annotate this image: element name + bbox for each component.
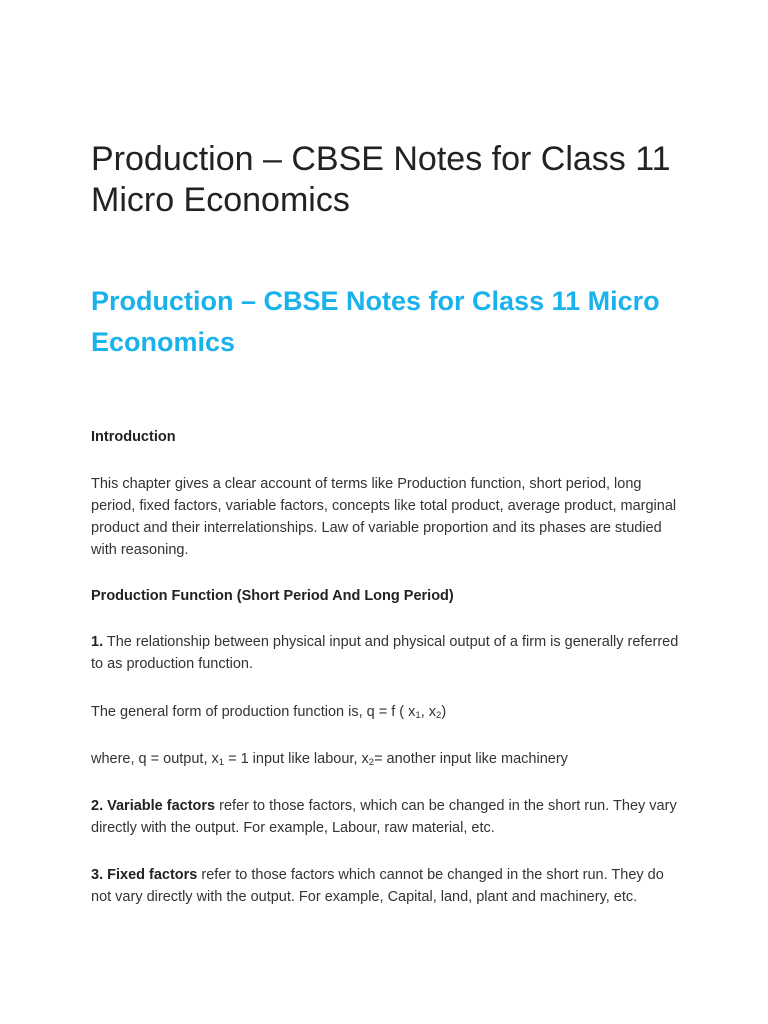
subscript-1: 1: [218, 757, 225, 768]
where-line: [91, 748, 681, 770]
point-2-text: refer to those factors, which can be changed in the short run. They vary directly with the output. For example, Labour, raw material, etc.: [91, 798, 677, 836]
subscript-2: 2: [436, 710, 442, 721]
subscript-2: 2: [368, 757, 375, 768]
production-function-heading: Production Function (Short Period And Long Period): [91, 588, 454, 604]
where-prefix: where, q = output, x: [91, 751, 219, 767]
point-1-paragraph: [91, 631, 681, 675]
where-suffix: = another input like machinery: [374, 751, 568, 767]
point-3-lead: 3. Fixed factors: [91, 867, 198, 883]
point-1-number: 1.: [91, 634, 104, 650]
where-middle: = 1 input like labour, x: [224, 751, 369, 767]
general-form-middle: , x: [420, 704, 437, 720]
general-form-suffix: ): [441, 704, 447, 720]
general-form-line: [91, 701, 681, 723]
section-heading: Production – CBSE Notes for Class 11 Micro Economics: [91, 286, 660, 357]
introduction-heading: Introduction: [91, 429, 176, 445]
point-2-paragraph: [91, 795, 681, 839]
introduction-paragraph: This chapter gives a clear account of terms like Production function, short period, long period, fixed factors, variable factors, concepts like total product, average product, marginal product and their interrelationships. Law of variable proportion and its phases are studied with reasoning.: [91, 476, 677, 558]
point-1-text: The relationship between physical input and physical output of a firm is generally referred to as production function.: [91, 634, 679, 672]
point-3-text: refer to those factors which cannot be changed in the short run. They do not vary directly with the output. For example, Capital, land, plant and machinery, etc.: [91, 867, 664, 905]
point-2-lead: 2. Variable factors: [91, 798, 216, 814]
point-3-paragraph: [91, 864, 681, 908]
page-title: Production – CBSE Notes for Class 11 Micro Economics: [91, 140, 671, 219]
general-form-prefix: The general form of production function is, q = f ( x: [91, 704, 416, 720]
subscript-1: 1: [415, 710, 421, 721]
